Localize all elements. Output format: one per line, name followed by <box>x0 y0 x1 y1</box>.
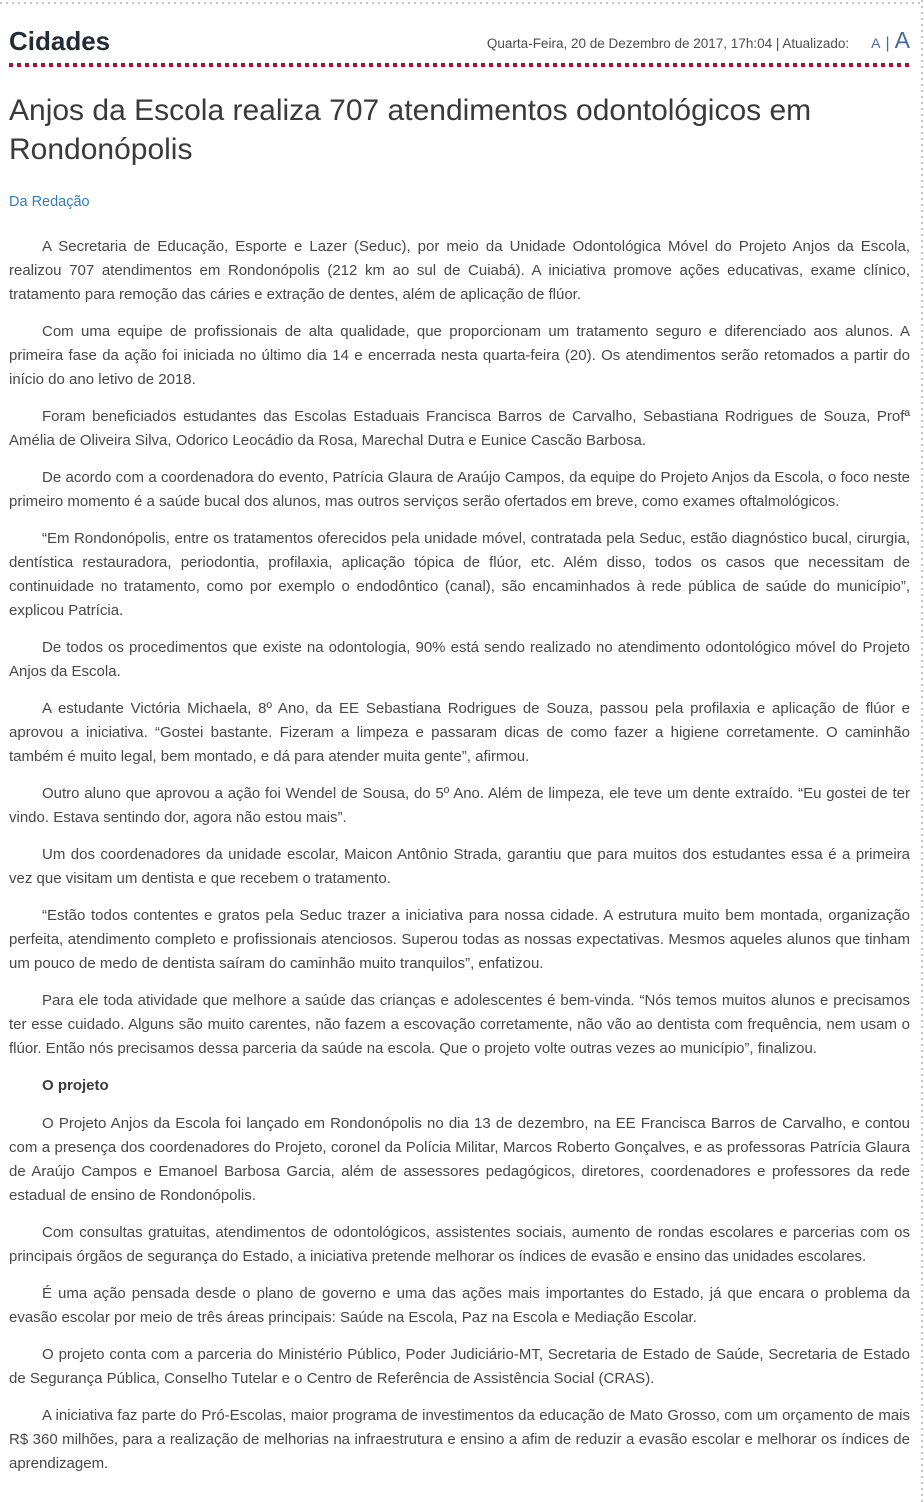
page-content <box>0 27 924 1476</box>
font-size-controls <box>871 27 910 54</box>
article-paragraph: Um dos coordenadores da unidade escolar, Maicon Antônio Strada, garantiu que para muitos dos estudantes essa é a primeira vez que visitam um dentista e que recebem o tratamento. <box>9 846 910 887</box>
article-paragraph: É uma ação pensada desde o plano de governo e uma das ações mais importantes do Estado, já que encara o problema da evasão escolar por meio de três áreas principais: Saúde na Escola, Paz na Escola e Mediação Escolar. <box>9 1285 910 1326</box>
article-paragraph: O Projeto Anjos da Escola foi lançado em Rondonópolis no dia 13 de dezembro, na EE Francisca Barros de Carvalho, e contou com a presença dos coordenadores do Projeto, coronel da Polícia Militar, Marcos Roberto Gonçalves, e as professoras Patrícia Glaura de Araújo Campos e Emanoel Barbosa Garcia, além de assessores pedagógicos, diretores, coordenadores e professores da rede estadual de ensino de Rondonópolis. <box>9 1115 910 1204</box>
article-paragraph: A estudante Victória Michaela, 8º Ano, da EE Sebastiana Rodrigues de Souza, passou pela profilaxia e aplicação de flúor e aprovou a iniciativa. “Gostei bastante. Fizeram a limpeza e passaram dicas de como fazer a higiene corretamente. O caminhão também é muito legal, bem montado, e dá para atender muita gente”, afirmou. <box>9 700 910 765</box>
red-dotted-divider <box>9 63 910 67</box>
article-paragraph: De todos os procedimentos que existe na odontologia, 90% está sendo realizado no atendimento odontológico móvel do Projeto Anjos da Escola. <box>9 639 910 680</box>
byline-link[interactable]: Da Redação <box>9 194 90 210</box>
article-subheading: O projeto <box>42 1077 109 1094</box>
page-header <box>9 27 910 56</box>
article-paragraph: Outro aluno que aprovou a ação foi Wendel de Sousa, do 5º Ano. Além de limpeza, ele teve um dente extraído. “Eu gostei de ter vindo. Estava sentindo dor, agora não estou mais”. <box>9 785 910 826</box>
article-paragraph: “Estão todos contentes e gratos pela Seduc trazer a iniciativa para nossa cidade. A estrutura muito bem montada, organização perfeita, atendimento completo e profissionais atenciosos. Superou todas as nossas expectativas. Mesmos aqueles alunos que tinham um pouco de medo de dentista saíram do caminhão muito tranquilos”, enfatizou. <box>9 907 910 972</box>
article-paragraph: A Secretaria de Educação, Esporte e Lazer (Seduc), por meio da Unidade Odontológica Móvel do Projeto Anjos da Escola, realizou 707 atendimentos em Rondonópolis (212 km ao sul de Cuiabá). A iniciativa promove ações educativas, exame clínico, tratamento para remoção das cáries e extração de dentes, além de aplicação de flúor. <box>9 238 910 303</box>
right-dotted-border <box>921 0 923 1502</box>
article-paragraph: Foram beneficiados estudantes das Escolas Estaduais Francisca Barros de Carvalho, Sebastiana Rodrigues de Souza, Profª Amélia de Oliveira Silva, Odorico Leocádio da Rosa, Marechal Dutra e Eunice Cascão Barbosa. <box>9 408 910 449</box>
section-title: Cidades <box>9 26 111 57</box>
article-paragraph: Com uma equipe de profissionais de alta qualidade, que proporcionam um tratamento seguro e diferenciado aos alunos. A primeira fase da ação foi iniciada no último dia 14 e encerrada nesta quarta-feira (20). Os atendimentos serão retomados a partir do início do ano letivo de 2018. <box>9 323 910 388</box>
article-paragraph: Com consultas gratuitas, atendimentos de odontológicos, assistentes sociais, aumento de rondas escolares e parcerias com os principais órgãos de segurança do Estado, a iniciativa pretende melhorar os índices de evasão e ensino das unidades escolares. <box>9 1224 910 1265</box>
font-increase-button[interactable]: A <box>894 27 910 53</box>
top-dotted-border <box>0 2 924 4</box>
article-body <box>9 235 910 1476</box>
date-line: Quarta-Feira, 20 de Dezembro de 2017, 17h:04 | Atualizado: <box>486 36 850 51</box>
header-meta <box>487 27 910 56</box>
font-decrease-button[interactable]: A <box>871 35 881 51</box>
font-controls-separator: | <box>885 35 890 52</box>
article-paragraph: A iniciativa faz parte do Pró-Escolas, maior programa de investimentos da educação de Mato Grosso, com um orçamento de mais R$ 360 milhões, para a realização de melhorias na infraestrutura e ensino a afim de reduzir a evasão escolar e melhorar os índices de aprendizagem. <box>9 1407 910 1472</box>
article-title: Anjos da Escola realiza 707 atendimentos odontológicos em Rondonópolis <box>9 94 812 166</box>
article-paragraph: “Em Rondonópolis, entre os tratamentos oferecidos pela unidade móvel, contratada pela Seduc, estão diagnóstico bucal, cirurgia, dentística restauradora, periodontia, profilaxia, aplicação tópica de flúor, etc. Além disso, todos os casos que necessitam de continuidade no tratamento, como por exemplo o endodôntico (canal), são encaminhados à rede pública de saúde do município”, explicou Patrícia. <box>9 530 910 619</box>
article-paragraph: O projeto conta com a parceria do Ministério Público, Poder Judiciário-MT, Secretaria de Estado de Saúde, Secretaria de Estado de Segurança Pública, Conselho Tutelar e o Centro de Referência de Assistência Social (CRAS). <box>9 1346 910 1387</box>
article-paragraph: Para ele toda atividade que melhore a saúde das crianças e adolescentes é bem-vinda. “Nós temos muitos alunos e precisamos ter esse cuidado. Alguns são muito carentes, não fazem a escovação corretamente, não vão ao dentista com frequência, nem usam o flúor. Então nós precisamos dessa parceria da saúde na escola. Que o projeto volte outras vezes ao município”, finalizou. <box>9 992 910 1057</box>
article-paragraph: De acordo com a coordenadora do evento, Patrícia Glaura de Araújo Campos, da equipe do Projeto Anjos da Escola, o foco neste primeiro momento é a saúde bucal dos alunos, mas outros serviços serão ofertados em breve, como exames oftalmológicos. <box>9 469 910 510</box>
